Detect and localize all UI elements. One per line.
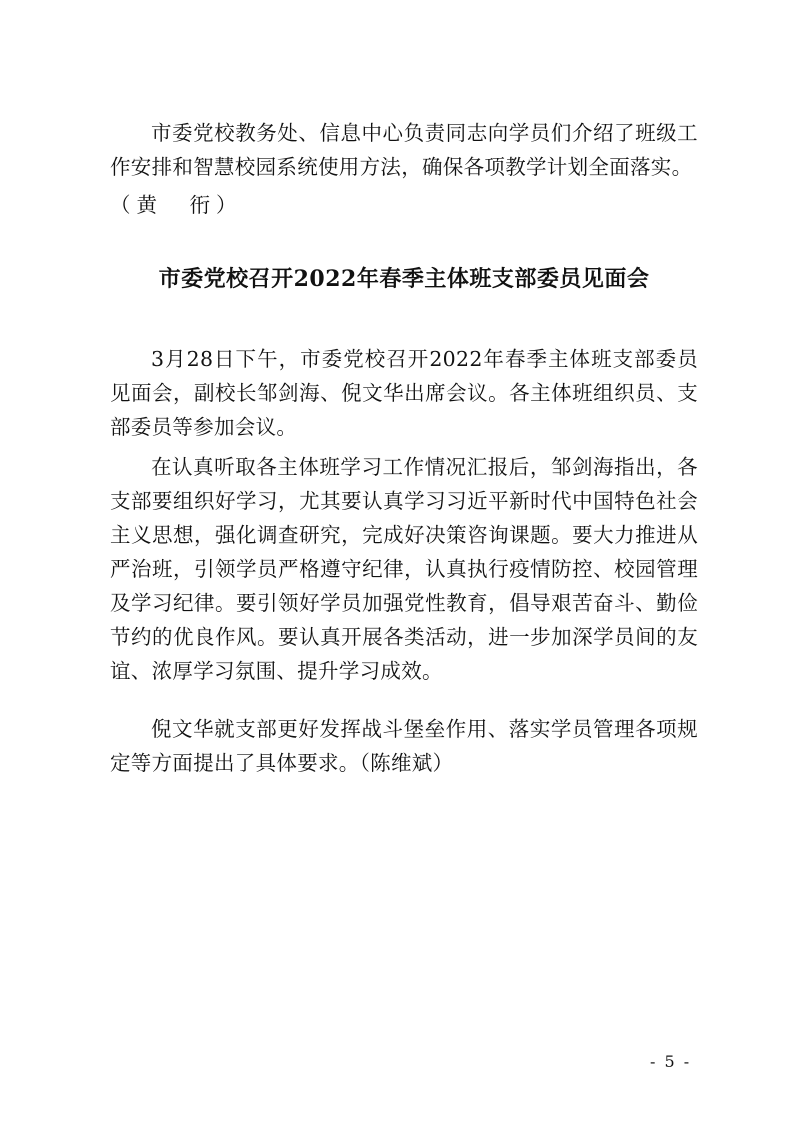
article-paragraph-1: 3月28日下午，市委党校召开2022年春季主体班支部委员见面会，副校长邹剑海、倪文华出席会议。各主体班组织员、支部委员等参加会议。 <box>110 347 698 439</box>
page-number: - 5 - <box>650 1052 692 1071</box>
intro-paragraph: 市委党校教务处、信息中心负责同志向学员们介绍了班级工作安排和智慧校园系统使用方法，确保各项教学计划全面落实。 <box>110 121 698 179</box>
article-headline: 市委党校召开2022年春季主体班支部委员见面会 <box>158 266 650 292</box>
attribution: （黄 衎） <box>110 193 243 217</box>
article-paragraph-3: 倪文华就支部更好发挥战斗堡垒作用、落实学员管理各项规定等方面提出了具体要求。（陈维斌） <box>110 717 698 775</box>
article-paragraph-2: 在认真听取各主体班学习工作情况汇报后，邹剑海指出，各支部要组织好学习，尤其要认真学习习近平新时代中国特色社会主义思想，强化调查研究，完成好决策咨询课题。要大力推进从严治班，引领学员严格遵守纪律，认真执行疫情防控、校园管理及学习纪律。要引领好学员加强党性教育，倡导艰苦奋斗、勤俭节约的优良作风。要认真开展各类活动，进一步加深学员间的友谊、浓厚学习氛围、提升学习成效。 <box>110 455 698 683</box>
